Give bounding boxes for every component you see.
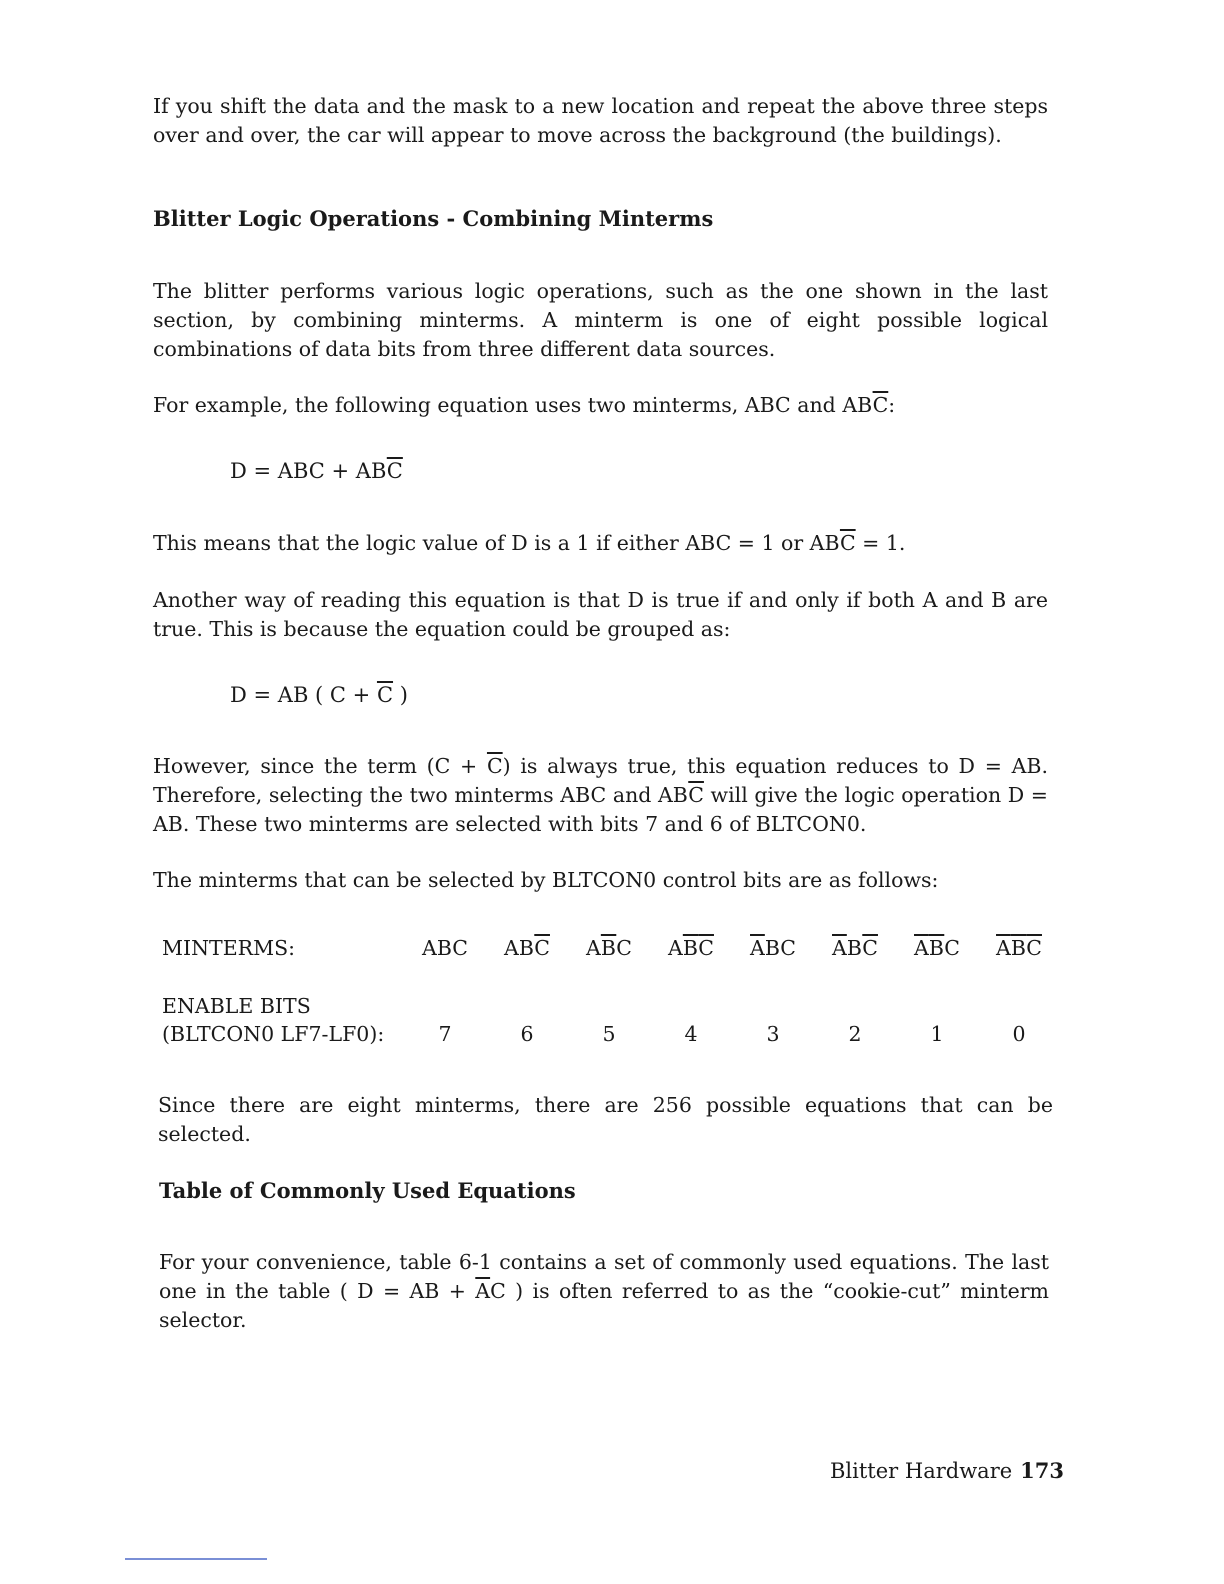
var-b-not: $\overline{B}$ bbox=[1010, 936, 1027, 960]
var-c: C bbox=[452, 936, 468, 960]
paragraph-reduction bbox=[153, 752, 1048, 839]
var-c: C bbox=[944, 936, 960, 960]
minterms-label: MINTERMS: bbox=[162, 936, 296, 960]
overbar-c: $\overline{C}$ bbox=[376, 683, 394, 707]
overbar-c: $\overline{C}$ bbox=[839, 531, 856, 555]
minterm-cell bbox=[656, 936, 726, 960]
bit-cell: 1 bbox=[930, 1022, 944, 1046]
var-a-not: $\overline{A}$ bbox=[914, 936, 929, 960]
text-run: = 1. bbox=[855, 531, 906, 555]
paragraph-cookie-cut bbox=[159, 1248, 1049, 1335]
minterm-cell bbox=[738, 936, 808, 960]
var-b: B bbox=[436, 936, 453, 960]
section-heading-minterms: Blitter Logic Operations - Combining Minterms bbox=[153, 206, 714, 231]
bit-cell: 6 bbox=[520, 1022, 534, 1046]
var-a: A bbox=[586, 936, 601, 960]
bit-cell: 5 bbox=[602, 1022, 616, 1046]
equation-text: D = ABC + AB bbox=[230, 459, 387, 483]
bit-cell: 7 bbox=[438, 1022, 452, 1046]
overbar-c: $\overline{C}$ bbox=[688, 783, 704, 807]
text-run: C ) is often referred to as the “cookie-cut” minterm selector. bbox=[159, 1279, 1049, 1332]
enable-bits-label-row bbox=[162, 994, 1062, 1024]
section-heading-common-equations: Table of Commonly Used Equations bbox=[159, 1178, 576, 1203]
page-number: 173 bbox=[1020, 1458, 1065, 1483]
text-run: However, since the term (C + bbox=[153, 754, 487, 778]
bit-cell: 2 bbox=[848, 1022, 862, 1046]
var-c-not: $\overline{C}$ bbox=[698, 936, 714, 960]
var-c: C bbox=[780, 936, 796, 960]
var-a-not: $\overline{A}$ bbox=[832, 936, 847, 960]
intro-paragraph: If you shift the data and the mask to a new location and repeat the above three steps over and over, the car will appear to move across the background (the buildings). bbox=[153, 94, 1048, 147]
overbar-c: $\overline{C}$ bbox=[386, 459, 403, 483]
minterm-cell bbox=[574, 936, 644, 960]
overbar-c: $\overline{C}$ bbox=[486, 754, 503, 778]
var-c-not: $\overline{C}$ bbox=[862, 936, 878, 960]
var-b-not: $\overline{B}$ bbox=[600, 936, 617, 960]
bit-cell: 3 bbox=[766, 1022, 780, 1046]
var-a-not: $\overline{A}$ bbox=[996, 936, 1011, 960]
equation-2 bbox=[230, 683, 408, 707]
footer-section-title: Blitter Hardware bbox=[830, 1459, 1013, 1483]
text-run: For example, the following equation uses two minterms, ABC and AB bbox=[153, 393, 873, 417]
minterm-cell bbox=[984, 936, 1054, 960]
var-b-not: $\overline{B}$ bbox=[928, 936, 945, 960]
text-run: ) is always true, this equation reduces to D = AB. Therefore, selecting the two minterms ABC and AB bbox=[153, 754, 1048, 807]
minterm-cell bbox=[410, 936, 480, 960]
overbar-a: $\overline{A}$ bbox=[475, 1279, 491, 1303]
paragraph-logic-value bbox=[153, 529, 1048, 558]
minterms-row bbox=[162, 936, 1062, 966]
var-b-not: $\overline{B}$ bbox=[682, 936, 699, 960]
var-a: A bbox=[668, 936, 683, 960]
var-a: A bbox=[422, 936, 437, 960]
text-run: : bbox=[888, 393, 896, 417]
var-c-not: $\overline{C}$ bbox=[1026, 936, 1042, 960]
bit-cell: 4 bbox=[684, 1022, 698, 1046]
paragraph-another-way: Another way of reading this equation is that D is true if and only if both A and B are true. This is because the equation could be grouped as: bbox=[153, 588, 1048, 641]
page-footer bbox=[830, 1458, 1064, 1483]
var-a: A bbox=[504, 936, 519, 960]
enable-bits-row bbox=[162, 1022, 1062, 1052]
paragraph-minterm-intro: The minterms that can be selected by BLTCON0 control bits are as follows: bbox=[153, 868, 939, 892]
equation-1 bbox=[230, 459, 403, 483]
text-run: will give the logic operation D = AB. These two minterms are selected with bits 7 and 6 of BLTCON0. bbox=[153, 783, 1048, 836]
var-b: B bbox=[846, 936, 863, 960]
minterm-cell bbox=[492, 936, 562, 960]
scan-artifact-line bbox=[125, 1558, 267, 1560]
bit-cell: 0 bbox=[1012, 1022, 1026, 1046]
enable-bits-register-label: (BLTCON0 LF7-LF0): bbox=[162, 1022, 385, 1046]
enable-bits-label: ENABLE BITS bbox=[162, 994, 311, 1018]
paragraph-example bbox=[153, 391, 1048, 420]
text-run: This means that the logic value of D is a 1 if either ABC = 1 or AB bbox=[153, 531, 840, 555]
var-b: B bbox=[518, 936, 535, 960]
equation-text: ) bbox=[393, 683, 408, 707]
paragraph-256-equations: Since there are eight minterms, there are 256 possible equations that can be selected. bbox=[158, 1093, 1053, 1146]
var-c-not: $\overline{C}$ bbox=[534, 936, 550, 960]
equation-text: D = AB ( C + bbox=[230, 683, 377, 707]
paragraph-minterm-definition: The blitter performs various logic operations, such as the one shown in the last section, by combining minterms. A minterm is one of eight possible logical combinations of data bits from three different data sources. bbox=[153, 279, 1048, 361]
var-a-not: $\overline{A}$ bbox=[750, 936, 765, 960]
var-c: C bbox=[616, 936, 632, 960]
var-b: B bbox=[764, 936, 781, 960]
minterm-cell bbox=[820, 936, 890, 960]
minterm-cell bbox=[902, 936, 972, 960]
overbar-c: $\overline{C}$ bbox=[872, 393, 889, 417]
text-run: For your convenience, table 6-1 contains a set of commonly used equations. The last one in the table ( D = AB + bbox=[159, 1250, 1049, 1303]
